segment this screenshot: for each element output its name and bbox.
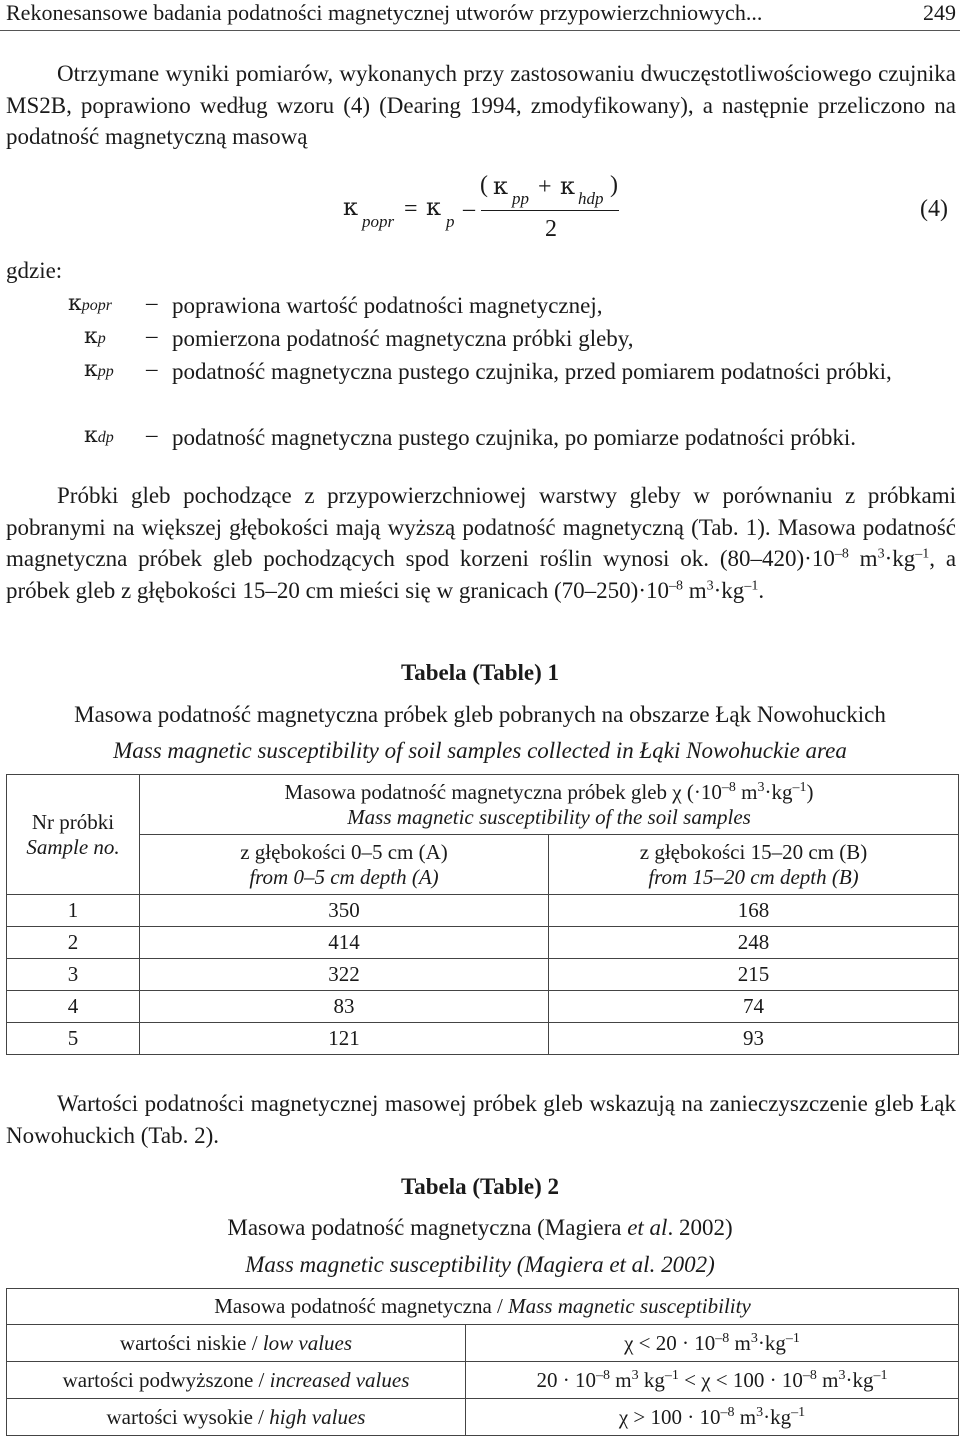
definition-dash: – <box>146 356 158 381</box>
table-row <box>7 1399 959 1436</box>
table2-row-value: $20 \cdot 10^{-8}$ $m^3$ $kg^{-1} < \chi < 100 \cdot 10^{-8}$ $m^3\cdot kg^{-1}$ <box>466 1362 959 1399</box>
results-mid-text: , a próbek gleb z głębokości 15–20 cm mieści się w granicach <box>6 546 957 603</box>
eq-sub-p: p <box>446 212 455 231</box>
table2-row-label: wartości niskie / low values <box>7 1325 466 1362</box>
definition-symbol: κp <box>84 324 106 349</box>
eq-sub-popr: popr <box>362 212 395 231</box>
definition-dash: – <box>146 290 158 315</box>
table2-row-value: $\chi > 100 \cdot 10^{-8}$ $m^3\cdot kg^{-1}$ <box>466 1399 959 1436</box>
table2-heading: Tabela (Table) 2 <box>400 1174 560 1199</box>
table1-title-en: Mass magnetic susceptibility of soil samples collected in Łąki Nowohuckie area <box>113 738 847 763</box>
eq-denominator: 2 <box>545 216 557 242</box>
definition-text: podatność magnetyczna pustego czujnika, przed pomiarem podatności próbki, <box>172 359 892 384</box>
paragraph-intro: Otrzymane wyniki pomiarów, wykonanych przy zastosowaniu dwuczęstotliwościowego czujnika MS2B, poprawiono według wzoru (4) (Dearing 1994, zmodyfikowany), a następnie przeliczono na podatność magnetyczną masową <box>6 61 956 149</box>
table-row: 5 121 93 <box>7 1023 959 1055</box>
definition-dash: – <box>146 323 158 348</box>
table1-col-a: z głębokości 0–5 cm (A) from 0–5 cm depth (A) <box>140 835 549 895</box>
where-label: gdzie: <box>6 258 63 283</box>
table2-title-pl: Masowa podatność magnetyczna (Magiera et al. 2002) <box>227 1215 733 1240</box>
table-row: 3 322 215 <box>7 959 959 991</box>
table2-header: Masowa podatność magnetyczna / Mass magnetic susceptibility <box>7 1289 959 1325</box>
table2-row-label: wartości wysokie / high values <box>7 1399 466 1436</box>
eq-sub-hdp: hdp <box>578 189 604 208</box>
table2-title-en: Mass magnetic susceptibility (Magiera et al. 2002) <box>245 1252 715 1277</box>
running-title: Rekonesansowe badania podatności magnetycznej utworów przypowierzchniowych... <box>6 0 763 25</box>
paragraph-conclusion: Wartości podatności magnetycznej masowej próbek gleb wskazują na zanieczyszczenie gleb Łąk Nowohuckich (Tab. 2). <box>6 1091 956 1148</box>
table1-heading: Tabela (Table) 1 <box>400 660 560 685</box>
kappa-symbol: κ <box>560 172 575 200</box>
eq-equals: = <box>404 196 418 222</box>
range-low: (80–420)·10 <box>719 546 835 571</box>
definition-symbol: κpp <box>84 357 114 382</box>
definition-symbol: κdp <box>84 423 114 448</box>
kappa-symbol: κ <box>426 193 441 221</box>
table-row <box>7 1362 959 1399</box>
definition-dash: – <box>146 422 158 447</box>
table-row: 4 83 74 <box>7 991 959 1023</box>
table1-group-header: Masowa podatność magnetyczna próbek gleb χ ($\cdot 10^{-8}$ $m^3\cdot kg^{-1}$) Mass magnetic susceptibility of the soil samples <box>140 775 959 835</box>
eq-minus: – <box>463 196 475 222</box>
definition-text: poprawiona wartość podatności magnetycznej, <box>172 293 603 318</box>
table1-col-b: z głębokości 15–20 cm (B) from 15–20 cm depth (B) <box>549 835 959 895</box>
running-header <box>0 0 960 31</box>
equation-number: (4) <box>920 196 948 222</box>
table-row: 1 350 168 <box>7 895 959 927</box>
fraction-bar <box>481 210 619 211</box>
definition-symbol: κpopr <box>68 291 112 316</box>
eq-sub-pp: pp <box>512 189 529 208</box>
table-row <box>7 1325 959 1362</box>
table2 <box>6 1288 959 1436</box>
kappa-symbol: κ <box>493 172 508 200</box>
results-text: Próbki gleb pochodzące z przypowierzchniowej warstwy gleby w porównaniu z próbkami pobranymi na większej głębokości mają wyższą podatność magnetyczną (Tab. 1). Masowa podatność magnetyczna próbek gleb pochodzących spod korzeni roślin wynosi ok. <box>6 483 956 571</box>
table1-col-sample: Nr próbki Sample no. <box>7 775 140 895</box>
table1-title-pl: Masowa podatność magnetyczna próbek gleb pobranych na obszarze Łąk Nowohuckich <box>74 702 886 727</box>
eq-open-paren: ( <box>480 172 488 198</box>
range-deep: (70–250)·10 <box>554 577 669 603</box>
paragraph-results: Próbki gleb pochodzące z przypowierzchniowej warstwy gleby w porównaniu z próbkami pobranymi na większej głębokości mają wyższą podatność magnetyczną (Tab. 1). Masowa podatność magnetyczna próbek gleb pochodzących spod korzeni roślin wynosi ok. $(80-420)\cdot 10^{-8}$ $m^3\cdot kg^{-1}$, a próbek gleb z głębokości 15–20 cm mieści się w granicach $(70-250)\cdot 10^{-8}$ $m^3\cdot kg^{-1}$. <box>6 483 957 603</box>
definition-text: pomierzona podatność magnetyczna próbki gleby, <box>172 326 634 351</box>
kappa-symbol: κ <box>343 193 358 221</box>
eq-plus: + <box>538 174 552 200</box>
table2-row-label: wartości podwyższone / increased values <box>7 1362 466 1399</box>
page-number: 249 <box>923 0 956 25</box>
table-row: 2 414 248 <box>7 927 959 959</box>
table1 <box>6 774 959 1055</box>
definition-text: podatność magnetyczna pustego czujnika, po pomiarze podatności próbki. <box>172 425 857 450</box>
table2-row-value: $\chi < 20 \cdot 10^{-8}$ $m^3\cdot kg^{-1}$ <box>466 1325 959 1362</box>
eq-close-paren: ) <box>610 172 618 198</box>
